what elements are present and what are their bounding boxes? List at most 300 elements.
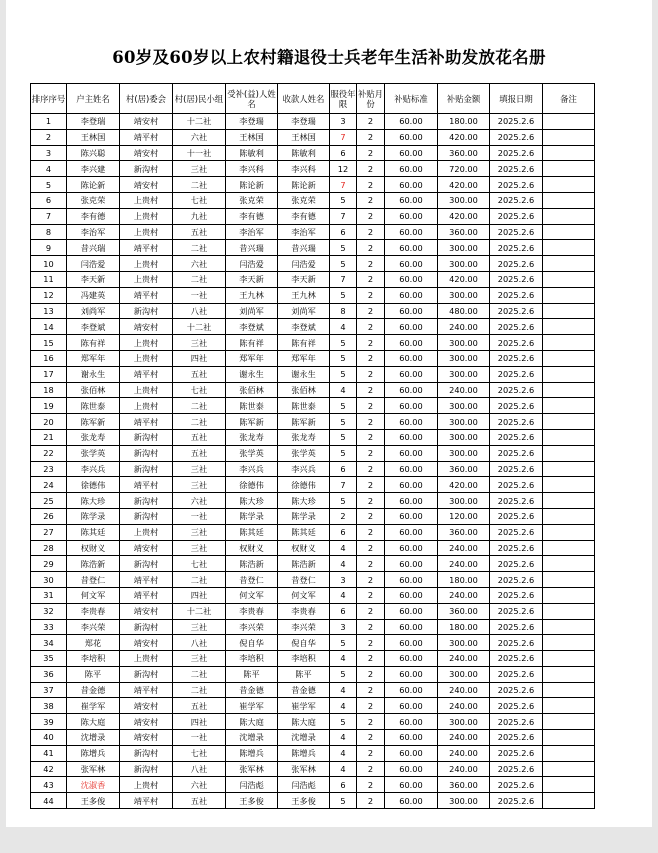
roster-table	[30, 83, 595, 809]
cell-no: 26	[31, 508, 67, 524]
cell-date: 2025.2.6	[490, 192, 543, 208]
cell-amount: 240.00	[438, 540, 490, 556]
cell-village: 靖安村	[120, 145, 173, 161]
cell-months: 2	[357, 114, 385, 130]
cell-head: 谢永生	[67, 366, 120, 382]
cell-standard: 60.00	[385, 240, 438, 256]
cell-payee: 张佰林	[278, 382, 330, 398]
cell-years: 5	[330, 398, 357, 414]
cell-note	[543, 540, 595, 556]
table-row	[31, 366, 595, 382]
cell-months: 2	[357, 192, 385, 208]
cell-amount: 240.00	[438, 587, 490, 603]
cell-standard: 60.00	[385, 414, 438, 430]
cell-group: 七社	[173, 192, 226, 208]
cell-standard: 60.00	[385, 793, 438, 809]
cell-years: 5	[330, 192, 357, 208]
cell-village: 靖平村	[120, 366, 173, 382]
cell-months: 2	[357, 682, 385, 698]
cell-years: 4	[330, 587, 357, 603]
table-row	[31, 793, 595, 809]
cell-standard: 60.00	[385, 745, 438, 761]
cell-date: 2025.2.6	[490, 666, 543, 682]
cell-years: 5	[330, 445, 357, 461]
cell-village: 靖安村	[120, 114, 173, 130]
cell-years: 5	[330, 335, 357, 351]
cell-amount: 300.00	[438, 398, 490, 414]
cell-group: 二社	[173, 666, 226, 682]
cell-amount: 360.00	[438, 224, 490, 240]
cell-note	[543, 287, 595, 303]
cell-note	[543, 350, 595, 366]
cell-months: 2	[357, 161, 385, 177]
cell-group: 三社	[173, 461, 226, 477]
cell-years: 5	[330, 429, 357, 445]
cell-amount: 300.00	[438, 192, 490, 208]
cell-amount: 240.00	[438, 745, 490, 761]
cell-date: 2025.2.6	[490, 350, 543, 366]
cell-date: 2025.2.6	[490, 287, 543, 303]
table-row	[31, 145, 595, 161]
cell-years: 6	[330, 224, 357, 240]
cell-months: 2	[357, 429, 385, 445]
cell-payee: 张克荣	[278, 192, 330, 208]
cell-date: 2025.2.6	[490, 303, 543, 319]
cell-recipient: 张军林	[226, 761, 278, 777]
cell-date: 2025.2.6	[490, 208, 543, 224]
cell-standard: 60.00	[385, 761, 438, 777]
col-header-standard: 补贴标准	[385, 84, 438, 114]
cell-head: 张克荣	[67, 192, 120, 208]
cell-years: 5	[330, 493, 357, 509]
cell-note	[543, 161, 595, 177]
cell-payee: 王九林	[278, 287, 330, 303]
cell-village: 靖平村	[120, 287, 173, 303]
cell-head: 陈学录	[67, 508, 120, 524]
col-header-no: 排序序号	[31, 84, 67, 114]
cell-standard: 60.00	[385, 129, 438, 145]
cell-group: 三社	[173, 161, 226, 177]
cell-no: 3	[31, 145, 67, 161]
cell-standard: 60.00	[385, 572, 438, 588]
table-row	[31, 540, 595, 556]
cell-head: 王多俊	[67, 793, 120, 809]
cell-village: 靖安村	[120, 540, 173, 556]
cell-payee: 李兴兵	[278, 461, 330, 477]
cell-standard: 60.00	[385, 682, 438, 698]
cell-standard: 60.00	[385, 714, 438, 730]
cell-note	[543, 335, 595, 351]
cell-standard: 60.00	[385, 540, 438, 556]
cell-months: 2	[357, 366, 385, 382]
cell-years: 4	[330, 698, 357, 714]
cell-recipient: 昔登仁	[226, 572, 278, 588]
cell-head: 李有德	[67, 208, 120, 224]
cell-date: 2025.2.6	[490, 382, 543, 398]
cell-years: 4	[330, 319, 357, 335]
cell-village: 靖平村	[120, 414, 173, 430]
cell-note	[543, 382, 595, 398]
cell-months: 2	[357, 714, 385, 730]
table-row	[31, 129, 595, 145]
cell-payee: 李兴科	[278, 161, 330, 177]
cell-note	[543, 429, 595, 445]
table-row	[31, 240, 595, 256]
cell-group: 二社	[173, 240, 226, 256]
cell-years: 3	[330, 572, 357, 588]
cell-amount: 300.00	[438, 666, 490, 682]
table-row	[31, 414, 595, 430]
cell-group: 七社	[173, 745, 226, 761]
cell-standard: 60.00	[385, 461, 438, 477]
cell-note	[543, 114, 595, 130]
cell-note	[543, 714, 595, 730]
cell-amount: 420.00	[438, 129, 490, 145]
cell-group: 一社	[173, 730, 226, 746]
cell-note	[543, 414, 595, 430]
cell-standard: 60.00	[385, 224, 438, 240]
cell-group: 四社	[173, 587, 226, 603]
cell-note	[543, 698, 595, 714]
cell-no: 38	[31, 698, 67, 714]
cell-head: 陈平	[67, 666, 120, 682]
cell-date: 2025.2.6	[490, 461, 543, 477]
cell-payee: 昔登仁	[278, 572, 330, 588]
cell-amount: 360.00	[438, 145, 490, 161]
cell-standard: 60.00	[385, 651, 438, 667]
cell-standard: 60.00	[385, 524, 438, 540]
table-row	[31, 666, 595, 682]
cell-group: 二社	[173, 414, 226, 430]
cell-village: 新沟村	[120, 666, 173, 682]
cell-payee: 谢永生	[278, 366, 330, 382]
table-row	[31, 192, 595, 208]
cell-payee: 徐德伟	[278, 477, 330, 493]
cell-recipient: 王林国	[226, 129, 278, 145]
cell-group: 五社	[173, 445, 226, 461]
cell-months: 2	[357, 666, 385, 682]
cell-no: 39	[31, 714, 67, 730]
cell-note	[543, 192, 595, 208]
cell-years: 5	[330, 350, 357, 366]
cell-note	[543, 635, 595, 651]
cell-group: 二社	[173, 572, 226, 588]
cell-no: 14	[31, 319, 67, 335]
table-row	[31, 619, 595, 635]
col-header-months: 补贴月份	[357, 84, 385, 114]
cell-amount: 480.00	[438, 303, 490, 319]
cell-group: 一社	[173, 287, 226, 303]
cell-amount: 240.00	[438, 698, 490, 714]
cell-head: 沈淑香	[67, 777, 120, 793]
cell-village: 新沟村	[120, 556, 173, 572]
cell-recipient: 张龙寿	[226, 429, 278, 445]
cell-years: 5	[330, 240, 357, 256]
cell-recipient: 张佰林	[226, 382, 278, 398]
cell-date: 2025.2.6	[490, 477, 543, 493]
col-header-date: 填报日期	[490, 84, 543, 114]
cell-date: 2025.2.6	[490, 398, 543, 414]
cell-standard: 60.00	[385, 303, 438, 319]
roster-body	[31, 114, 595, 809]
cell-note	[543, 793, 595, 809]
cell-head: 何文军	[67, 587, 120, 603]
cell-group: 三社	[173, 335, 226, 351]
cell-years: 5	[330, 714, 357, 730]
cell-months: 2	[357, 177, 385, 193]
cell-head: 沈增录	[67, 730, 120, 746]
cell-head: 徐德伟	[67, 477, 120, 493]
cell-note	[543, 508, 595, 524]
table-row	[31, 398, 595, 414]
cell-standard: 60.00	[385, 429, 438, 445]
cell-no: 31	[31, 587, 67, 603]
cell-amount: 300.00	[438, 256, 490, 272]
cell-months: 2	[357, 414, 385, 430]
cell-no: 36	[31, 666, 67, 682]
table-row	[31, 271, 595, 287]
cell-group: 六社	[173, 256, 226, 272]
cell-date: 2025.2.6	[490, 335, 543, 351]
cell-payee: 李有德	[278, 208, 330, 224]
cell-no: 30	[31, 572, 67, 588]
cell-payee: 陈其廷	[278, 524, 330, 540]
cell-head: 张学英	[67, 445, 120, 461]
cell-months: 2	[357, 761, 385, 777]
cell-recipient: 闫浩彪	[226, 777, 278, 793]
cell-amount: 120.00	[438, 508, 490, 524]
cell-amount: 300.00	[438, 429, 490, 445]
cell-years: 4	[330, 682, 357, 698]
cell-group: 六社	[173, 493, 226, 509]
cell-date: 2025.2.6	[490, 161, 543, 177]
table-row	[31, 319, 595, 335]
cell-amount: 360.00	[438, 461, 490, 477]
cell-months: 2	[357, 224, 385, 240]
cell-head: 李登瑞	[67, 114, 120, 130]
cell-no: 35	[31, 651, 67, 667]
cell-months: 2	[357, 398, 385, 414]
cell-note	[543, 240, 595, 256]
cell-recipient: 李天新	[226, 271, 278, 287]
cell-months: 2	[357, 240, 385, 256]
cell-no: 28	[31, 540, 67, 556]
cell-note	[543, 177, 595, 193]
page-title: 60岁及60岁以上农村籍退役士兵老年生活补助发放花名册	[112, 48, 546, 67]
cell-standard: 60.00	[385, 177, 438, 193]
cell-no: 1	[31, 114, 67, 130]
cell-amount: 240.00	[438, 319, 490, 335]
cell-head: 陈有祥	[67, 335, 120, 351]
table-row	[31, 493, 595, 509]
cell-payee: 昔金德	[278, 682, 330, 698]
cell-months: 2	[357, 793, 385, 809]
cell-months: 2	[357, 256, 385, 272]
cell-no: 21	[31, 429, 67, 445]
table-row	[31, 177, 595, 193]
cell-village: 上贵村	[120, 335, 173, 351]
cell-recipient: 徐德伟	[226, 477, 278, 493]
cell-group: 十二社	[173, 319, 226, 335]
cell-amount: 420.00	[438, 208, 490, 224]
cell-months: 2	[357, 382, 385, 398]
cell-recipient: 权财义	[226, 540, 278, 556]
cell-amount: 300.00	[438, 366, 490, 382]
cell-village: 靖安村	[120, 603, 173, 619]
cell-date: 2025.2.6	[490, 129, 543, 145]
table-row	[31, 477, 595, 493]
cell-payee: 何文军	[278, 587, 330, 603]
cell-months: 2	[357, 461, 385, 477]
cell-head: 崔学军	[67, 698, 120, 714]
cell-recipient: 陈学录	[226, 508, 278, 524]
cell-recipient: 李登斌	[226, 319, 278, 335]
cell-payee: 李登斌	[278, 319, 330, 335]
cell-payee: 陈大珍	[278, 493, 330, 509]
cell-no: 12	[31, 287, 67, 303]
cell-payee: 陈大庭	[278, 714, 330, 730]
cell-note	[543, 445, 595, 461]
cell-months: 2	[357, 335, 385, 351]
cell-months: 2	[357, 493, 385, 509]
table-row	[31, 745, 595, 761]
cell-years: 5	[330, 635, 357, 651]
table-row	[31, 256, 595, 272]
cell-amount: 240.00	[438, 382, 490, 398]
cell-recipient: 何文军	[226, 587, 278, 603]
cell-head: 李天新	[67, 271, 120, 287]
cell-village: 新沟村	[120, 303, 173, 319]
cell-recipient: 李培积	[226, 651, 278, 667]
cell-recipient: 昔兴瑞	[226, 240, 278, 256]
cell-recipient: 陈论新	[226, 177, 278, 193]
cell-village: 上贵村	[120, 224, 173, 240]
cell-group: 五社	[173, 429, 226, 445]
cell-group: 四社	[173, 714, 226, 730]
cell-no: 25	[31, 493, 67, 509]
cell-head: 昔登仁	[67, 572, 120, 588]
cell-head: 李贵春	[67, 603, 120, 619]
cell-no: 20	[31, 414, 67, 430]
cell-amount: 180.00	[438, 114, 490, 130]
cell-standard: 60.00	[385, 777, 438, 793]
cell-date: 2025.2.6	[490, 761, 543, 777]
cell-no: 16	[31, 350, 67, 366]
cell-note	[543, 366, 595, 382]
cell-payee: 闫浩彪	[278, 777, 330, 793]
cell-months: 2	[357, 287, 385, 303]
cell-group: 九社	[173, 208, 226, 224]
cell-date: 2025.2.6	[490, 224, 543, 240]
cell-amount: 300.00	[438, 240, 490, 256]
cell-standard: 60.00	[385, 635, 438, 651]
table-row	[31, 524, 595, 540]
cell-months: 2	[357, 303, 385, 319]
cell-head: 陈军新	[67, 414, 120, 430]
cell-standard: 60.00	[385, 145, 438, 161]
cell-payee: 陈平	[278, 666, 330, 682]
cell-payee: 王林国	[278, 129, 330, 145]
cell-note	[543, 524, 595, 540]
cell-payee: 刘尚军	[278, 303, 330, 319]
cell-months: 2	[357, 635, 385, 651]
cell-months: 2	[357, 145, 385, 161]
table-row	[31, 635, 595, 651]
cell-months: 2	[357, 651, 385, 667]
cell-recipient: 刘尚军	[226, 303, 278, 319]
cell-note	[543, 777, 595, 793]
cell-years: 5	[330, 256, 357, 272]
cell-recipient: 李有德	[226, 208, 278, 224]
cell-group: 三社	[173, 619, 226, 635]
col-header-group: 村(居)民小组	[173, 84, 226, 114]
cell-recipient: 陈其廷	[226, 524, 278, 540]
cell-months: 2	[357, 524, 385, 540]
cell-years: 7	[330, 129, 357, 145]
cell-village: 靖安村	[120, 698, 173, 714]
cell-recipient: 崔学军	[226, 698, 278, 714]
cell-no: 24	[31, 477, 67, 493]
cell-years: 4	[330, 730, 357, 746]
cell-note	[543, 587, 595, 603]
cell-date: 2025.2.6	[490, 603, 543, 619]
cell-payee: 李登瑞	[278, 114, 330, 130]
cell-head: 张龙寿	[67, 429, 120, 445]
cell-group: 八社	[173, 635, 226, 651]
col-header-note: 备注	[543, 84, 595, 114]
cell-standard: 60.00	[385, 271, 438, 287]
cell-group: 十一社	[173, 145, 226, 161]
cell-head: 冯建英	[67, 287, 120, 303]
cell-note	[543, 224, 595, 240]
table-row	[31, 730, 595, 746]
cell-years: 4	[330, 382, 357, 398]
cell-months: 2	[357, 619, 385, 635]
cell-no: 11	[31, 271, 67, 287]
table-row	[31, 651, 595, 667]
cell-amount: 420.00	[438, 271, 490, 287]
cell-no: 5	[31, 177, 67, 193]
cell-years: 6	[330, 777, 357, 793]
cell-date: 2025.2.6	[490, 651, 543, 667]
cell-group: 三社	[173, 477, 226, 493]
cell-years: 6	[330, 461, 357, 477]
cell-group: 六社	[173, 129, 226, 145]
cell-group: 七社	[173, 382, 226, 398]
table-row	[31, 161, 595, 177]
cell-payee: 沈增录	[278, 730, 330, 746]
cell-head: 李治军	[67, 224, 120, 240]
cell-village: 靖安村	[120, 730, 173, 746]
table-row	[31, 682, 595, 698]
cell-standard: 60.00	[385, 508, 438, 524]
table-row	[31, 556, 595, 572]
table-row	[31, 587, 595, 603]
cell-years: 5	[330, 793, 357, 809]
cell-head: 刘尚军	[67, 303, 120, 319]
cell-group: 五社	[173, 224, 226, 240]
cell-group: 八社	[173, 303, 226, 319]
cell-payee: 李兴荣	[278, 619, 330, 635]
cell-standard: 60.00	[385, 335, 438, 351]
cell-village: 靖平村	[120, 682, 173, 698]
cell-standard: 60.00	[385, 603, 438, 619]
cell-recipient: 李兴科	[226, 161, 278, 177]
table-row	[31, 461, 595, 477]
cell-standard: 60.00	[385, 556, 438, 572]
cell-years: 7	[330, 271, 357, 287]
cell-group: 二社	[173, 682, 226, 698]
